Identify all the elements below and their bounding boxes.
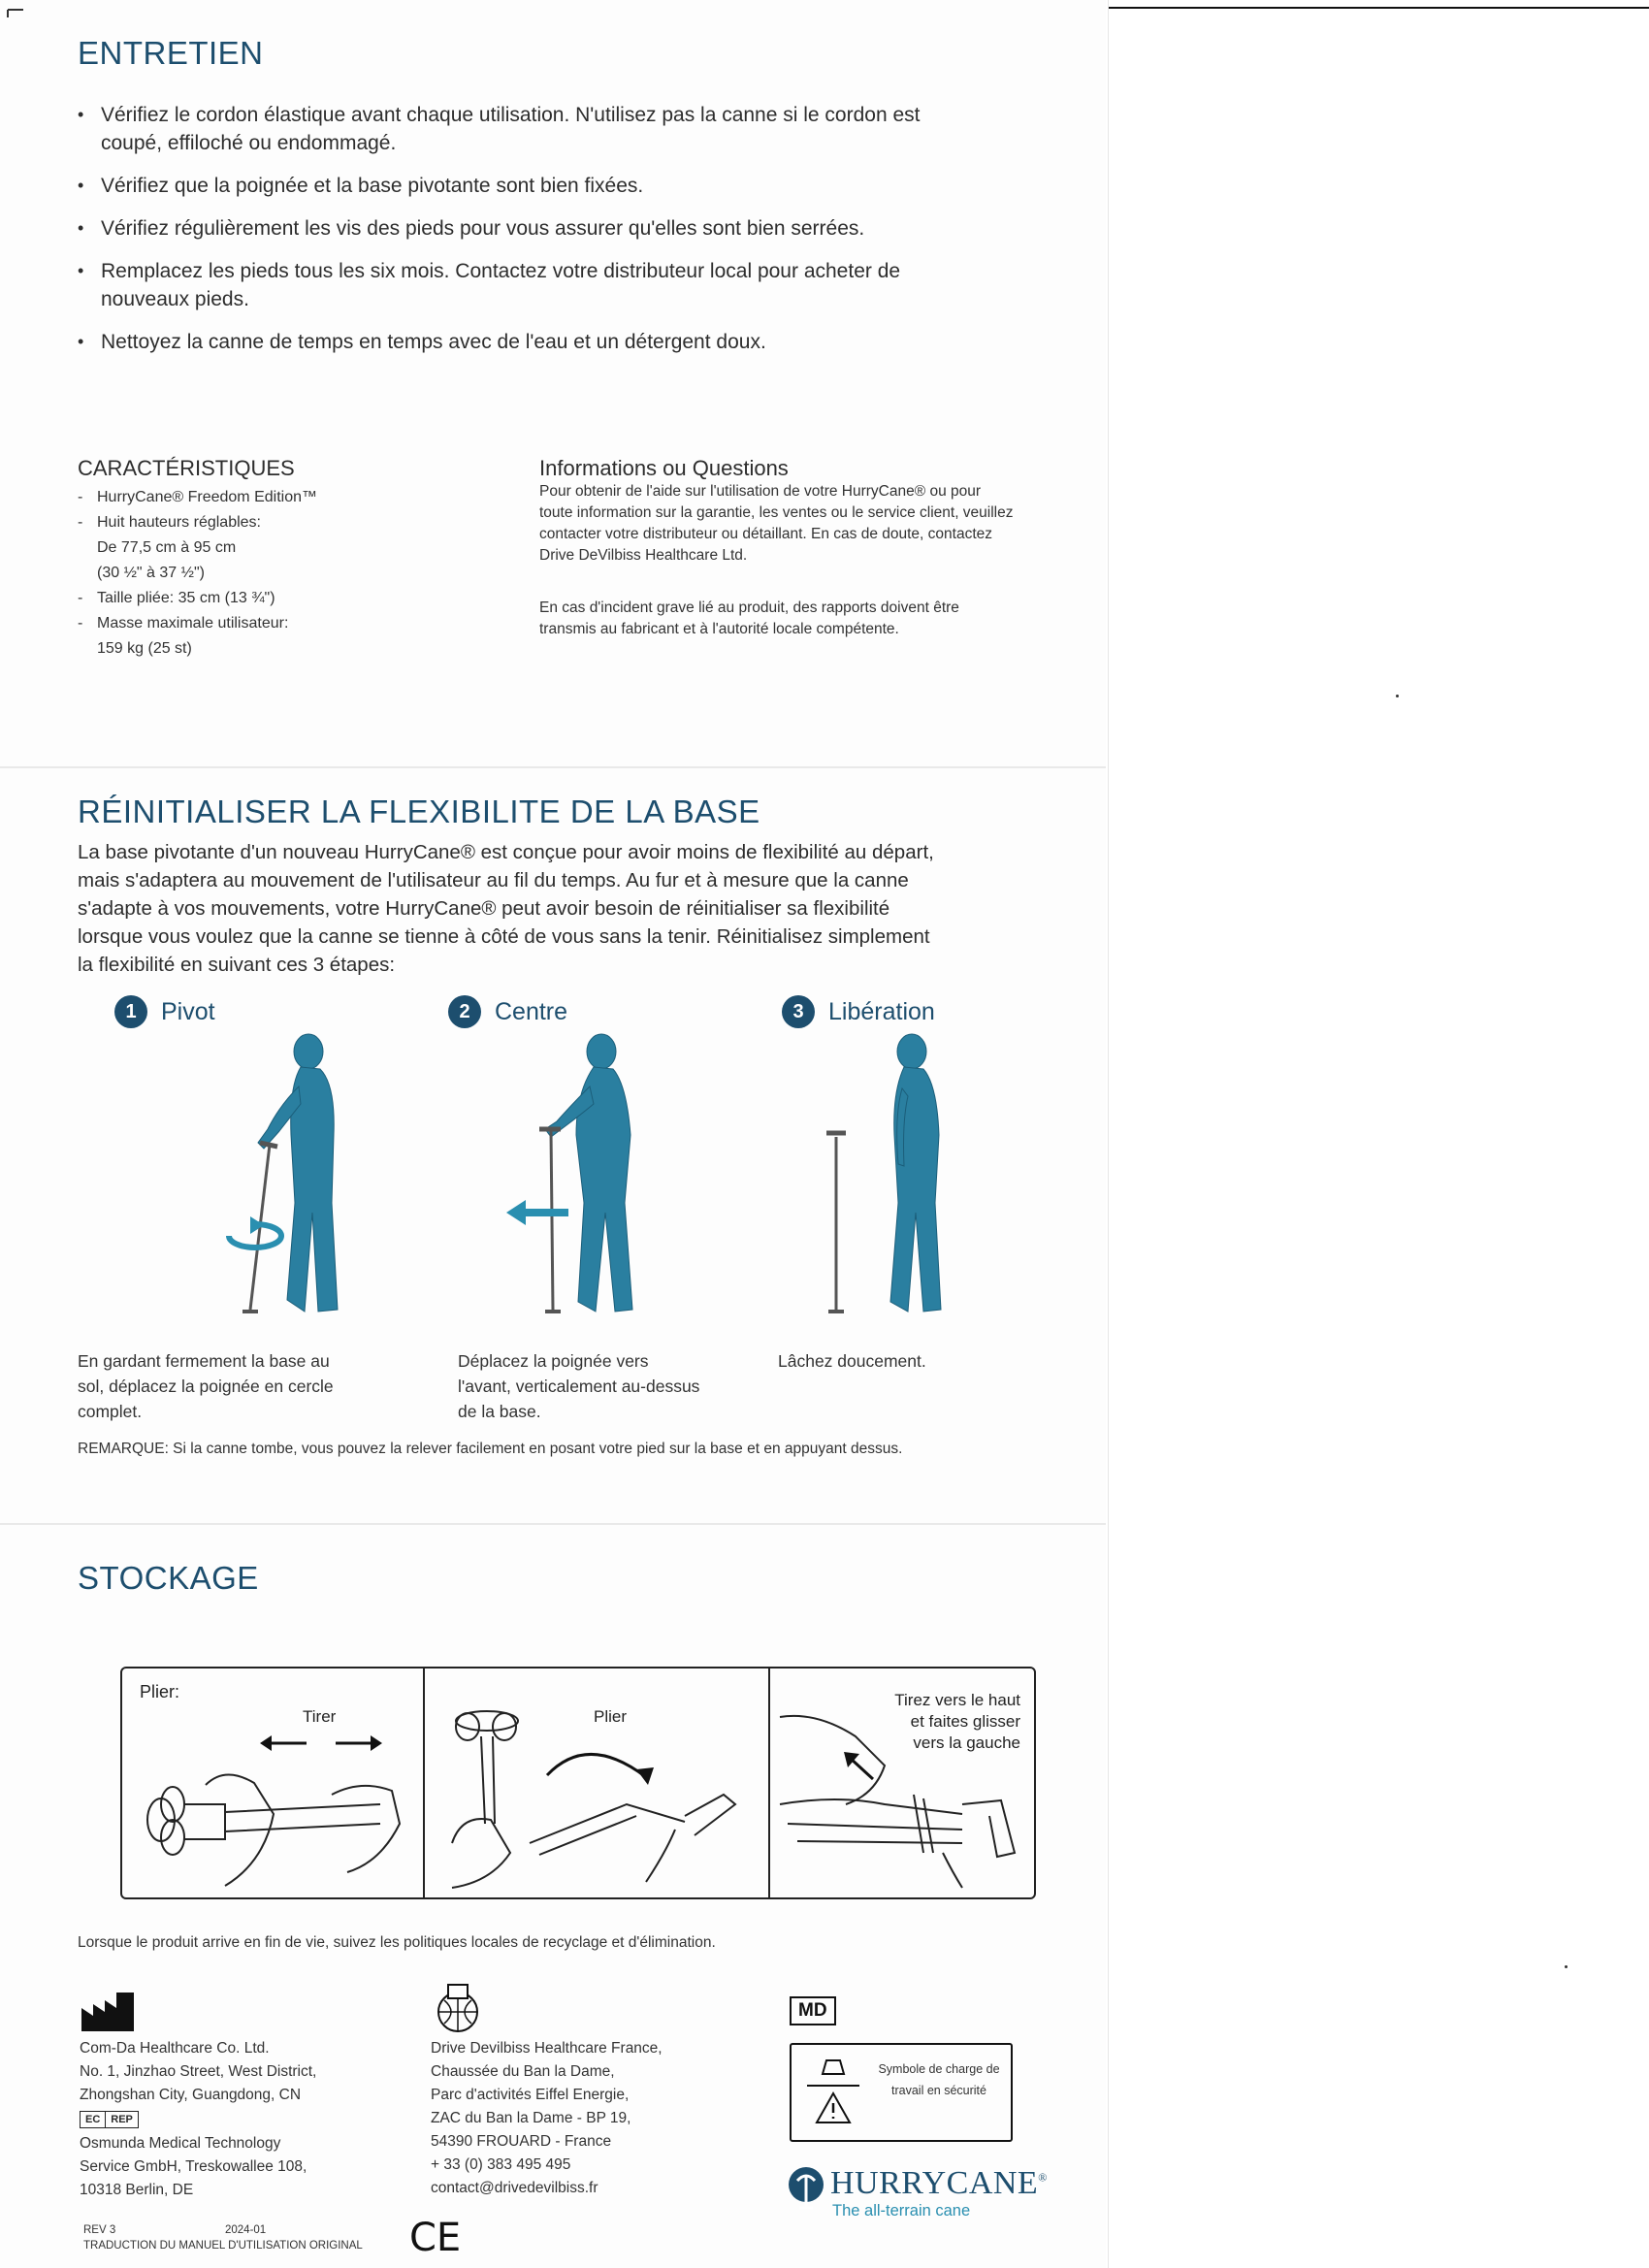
info-title: Informations ou Questions: [539, 456, 789, 480]
step-3-header: [782, 995, 935, 1028]
info-paragraph: Pour obtenir de l'aide sur l'utilisation de votre HurryCane® ou pour toute information sur la garantie, les ventes ou le service client, veuillez contacter votre distributeur ou détaillant. En cas de doute, contactez Drive DeVilbiss Healthcare Ltd.: [539, 483, 1014, 564]
step-label: Centre: [495, 997, 568, 1025]
panel-divider: [768, 1669, 770, 1897]
importer-address: 54390 FROUARD - France: [431, 2133, 612, 2150]
list-item: • Remplacez les pieds tous les six mois. Contactez votre distributeur local pour acheter de nouveaux pieds.: [78, 257, 925, 313]
step-2-figure: [514, 1028, 708, 1339]
md-symbol: MD: [790, 1996, 836, 2025]
storage-diagram: [120, 1667, 1036, 1899]
step-label: Libération: [828, 997, 935, 1025]
reset-intro: La base pivotante d'un nouveau HurryCane® est conçue pour avoir moins de flexibilité au départ, mais s'adaptera au mouvement de l'utilisateur au fil du temps. Au fur et à mesure que la canne s'adapte à vos mouvements, votre HurryCane® peut avoir besoin de réinitialiser sa flexibilité lorsque vous voulez que la canne se tienne à côté de vous sans la tenir. Réinitialisez simplement la flexibilité en suivant ces 3 étapes:: [78, 841, 934, 976]
step-1-header: [114, 995, 215, 1028]
manufacturer-name: Com-Da Healthcare Co. Ltd.: [80, 2040, 270, 2057]
person-figure: [890, 1034, 941, 1312]
collapsing-cane-hands-figure: [778, 1707, 1030, 1892]
storage-title: STOCKAGE: [78, 1560, 259, 1596]
spec-item: - Huit hauteurs réglables:: [78, 510, 446, 535]
safe-working-load-box: [790, 2043, 1013, 2142]
manufacturer-address: No. 1, Jinzhao Street, West District,: [80, 2063, 317, 2080]
specs-list: [78, 485, 446, 662]
importer-globe-icon: [429, 1983, 489, 2033]
specs-title: CARACTÉRISTIQUES: [78, 456, 295, 480]
fold-action-label: Plier: [594, 1707, 628, 1726]
step-number: 2: [448, 995, 481, 1028]
rep-name: Osmunda Medical Technology: [80, 2135, 281, 2152]
fold-line: [0, 766, 1106, 768]
importer-phone: + 33 (0) 383 495 495: [431, 2156, 571, 2173]
ec-label: EC: [81, 2112, 106, 2127]
step-number: 3: [782, 995, 815, 1028]
importer-address: ZAC du Ban la Dame - BP 19,: [431, 2110, 631, 2126]
brand-tagline: The all-terrain cane: [832, 2202, 971, 2219]
rep-address: Service GmbH, Treskowallee 108,: [80, 2158, 307, 2175]
maintenance-title: ENTRETIEN: [78, 35, 264, 71]
step-1-figure: [204, 1028, 398, 1339]
speck: [1565, 1965, 1568, 1968]
spec-item-continued: 159 kg (25 st): [97, 640, 192, 657]
brand-registered-mark: ®: [1038, 2170, 1048, 2185]
list-item: • Nettoyez la canne de temps en temps avec de l'eau et un détergent doux.: [78, 328, 951, 356]
speck: [1396, 695, 1399, 697]
revision-date: 2024-01: [225, 2224, 267, 2236]
panel-divider: [423, 1669, 425, 1897]
list-item: • Vérifiez régulièrement les vis des pieds pour vous assurer qu'elles sont bien serrées.: [78, 214, 925, 243]
rep-label: REP: [111, 2114, 133, 2125]
step-2-caption: Déplacez la poignée vers l'avant, verticalement au-dessus de la base.: [458, 1351, 700, 1421]
manufacturer-icon: [80, 1991, 136, 2033]
step-3-figure: [805, 1028, 999, 1339]
step-2-header: [448, 995, 567, 1028]
step-number: 1: [114, 995, 147, 1028]
weight-warning-icon: [805, 2053, 861, 2130]
top-edge-line: [1109, 7, 1649, 9]
left-arrow-icon: [504, 1198, 572, 1227]
step-label: Pivot: [161, 997, 215, 1025]
step-1-caption: En gardant fermement la base au sol, déplacez la poignée en cercle complet.: [78, 1351, 334, 1421]
reset-title: RÉINITIALISER LA FLEXIBILITE DE LA BASE: [78, 794, 760, 829]
fold-label: Plier:: [140, 1682, 180, 1701]
step-3-caption: Lâchez doucement.: [778, 1351, 926, 1371]
rotate-arrow-icon: [221, 1213, 289, 1261]
slide-label: Tirez vers le haut et faites glisser vers la gauche: [894, 1691, 1020, 1752]
ce-mark: CE: [409, 2216, 462, 2260]
manufacturer-address: Zhongshan City, Guangdong, CN: [80, 2087, 302, 2103]
rep-address: 10318 Berlin, DE: [80, 2182, 194, 2198]
importer-email: contact@drivedevilbiss.fr: [431, 2180, 598, 2196]
spec-item-continued: (30 ½" à 37 ½"): [97, 565, 205, 581]
person-figure: [258, 1034, 338, 1312]
spec-item: - Taille pliée: 35 cm (13 ¾"): [78, 586, 446, 611]
importer-address: Parc d'activités Eiffel Energie,: [431, 2087, 630, 2103]
list-item: • Vérifiez le cordon élastique avant chaque utilisation. N'utilisez pas la canne si le cordon est coupé, effiloché ou endommagé.: [78, 101, 945, 157]
end-of-life-text: Lorsque le produit arrive en fin de vie, suivez les politiques locales de recyclage et d'élimination.: [78, 1934, 716, 1951]
maintenance-list: [78, 101, 951, 371]
spec-item: - Masse maximale utilisateur:: [78, 611, 446, 636]
spec-item: - HurryCane® Freedom Edition™: [78, 485, 446, 510]
folded-cane-hands-figure: [138, 1756, 409, 1888]
cane-figure: [826, 1133, 846, 1312]
ec-rep-symbol: [80, 2111, 139, 2128]
importer-name: Drive Devilbiss Healthcare France,: [431, 2040, 663, 2057]
hurrycane-logo-icon: [784, 2165, 828, 2214]
fold-line: [0, 1523, 1106, 1525]
spec-item-continued: De 77,5 cm à 95 cm: [97, 539, 237, 556]
corner-mark-icon: [6, 8, 29, 31]
importer-address: Chaussée du Ban la Dame,: [431, 2063, 615, 2080]
list-item: • Vérifiez que la poignée et la base pivotante sont bien fixées.: [78, 172, 951, 200]
pull-label: Tirer: [303, 1707, 337, 1726]
folding-cane-hands-figure: [433, 1707, 762, 1892]
revision: REV 3: [83, 2224, 116, 2236]
pull-arrows-icon: [258, 1731, 384, 1756]
brand-wordmark: HURRYCANE: [830, 2165, 1039, 2201]
info-incident-paragraph: En cas d'incident grave lié au produit, des rapports doivent être transmis au fabricant et à l'autorité locale compétente.: [539, 599, 959, 637]
blank-adjacent-page: [1108, 0, 1649, 2268]
reset-note: REMARQUE: Si la canne tombe, vous pouvez la relever facilement en posant votre pied sur la base et en appuyant dessus.: [78, 1441, 903, 1457]
swl-caption: Symbole de charge de travail en sécurité: [878, 2062, 1000, 2097]
translation-note: TRADUCTION DU MANUEL D'UTILISATION ORIGINAL: [83, 2240, 363, 2252]
brand-name: [830, 2165, 1048, 2202]
person-figure: [545, 1034, 632, 1312]
